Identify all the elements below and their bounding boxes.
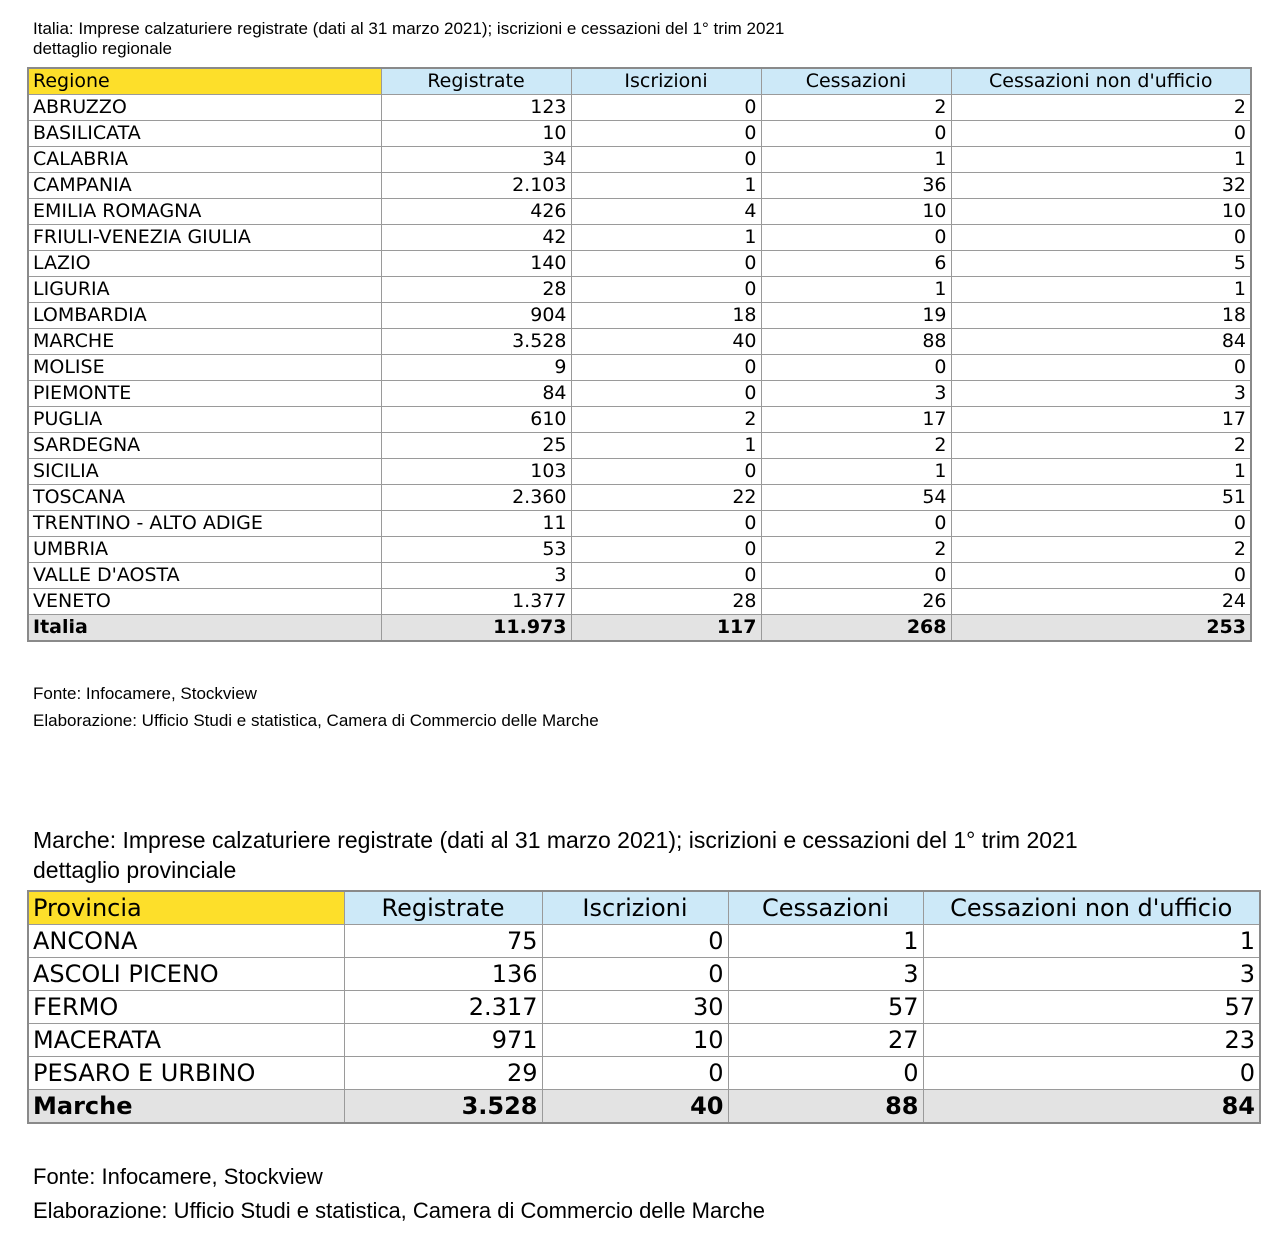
cell-value: 88	[761, 329, 951, 355]
cell-value: 53	[381, 537, 571, 563]
provincial-title: Marche: Imprese calzaturiere registrate (dati al 31 marzo 2021); iscrizioni e cessazioni del 1° trim 2021	[33, 827, 1078, 853]
cell-value: 0	[571, 95, 761, 121]
cell-value: 140	[381, 251, 571, 277]
cell-value: 0	[571, 251, 761, 277]
row-label: TOSCANA	[28, 485, 381, 511]
row-label: PESARO E URBINO	[28, 1057, 344, 1090]
row-label: UMBRIA	[28, 537, 381, 563]
table-row	[28, 925, 1260, 958]
total-row	[28, 1090, 1260, 1124]
table-header-row	[28, 68, 1251, 95]
regional-table	[27, 67, 1252, 642]
cell-value: 0	[951, 355, 1251, 381]
table-row	[28, 537, 1251, 563]
table-row	[28, 277, 1251, 303]
cell-value: 18	[571, 303, 761, 329]
cell-value: 0	[923, 1057, 1260, 1090]
row-label: MARCHE	[28, 329, 381, 355]
cell-value: 1	[571, 433, 761, 459]
regional-footnote	[33, 680, 599, 734]
cell-value: 1	[571, 173, 761, 199]
table-row	[28, 199, 1251, 225]
table-row	[28, 589, 1251, 615]
row-label: PIEMONTE	[28, 381, 381, 407]
cell-value: 0	[571, 537, 761, 563]
cell-value: 9	[381, 355, 571, 381]
cell-value: 3.528	[381, 329, 571, 355]
column-header: Cessazioni	[728, 891, 923, 925]
cell-value: 0	[571, 277, 761, 303]
cell-value: 17	[761, 407, 951, 433]
cell-value: 0	[951, 225, 1251, 251]
cell-value: 3	[761, 381, 951, 407]
cell-value: 19	[761, 303, 951, 329]
cell-value: 3	[951, 381, 1251, 407]
cell-value: 22	[571, 485, 761, 511]
cell-value: 1	[571, 225, 761, 251]
row-label: ABRUZZO	[28, 95, 381, 121]
cell-value: 1	[761, 147, 951, 173]
column-header: Registrate	[344, 891, 542, 925]
table-row	[28, 958, 1260, 991]
cell-value: 0	[571, 381, 761, 407]
cell-value: 32	[951, 173, 1251, 199]
cell-value: 57	[923, 991, 1260, 1024]
cell-value: 84	[381, 381, 571, 407]
table-row	[28, 407, 1251, 433]
cell-value: 904	[381, 303, 571, 329]
cell-value: 10	[542, 1024, 728, 1057]
cell-value: 4	[571, 199, 761, 225]
table-row	[28, 355, 1251, 381]
total-value: 40	[542, 1090, 728, 1124]
row-label: SARDEGNA	[28, 433, 381, 459]
row-label: ASCOLI PICENO	[28, 958, 344, 991]
cell-value: 27	[728, 1024, 923, 1057]
table-row	[28, 1024, 1260, 1057]
row-label: FRIULI-VENEZIA GIULIA	[28, 225, 381, 251]
cell-value: 1	[761, 459, 951, 485]
cell-value: 2	[761, 433, 951, 459]
cell-value: 0	[571, 121, 761, 147]
table-row	[28, 563, 1251, 589]
cell-value: 6	[761, 251, 951, 277]
cell-value: 3	[923, 958, 1260, 991]
cell-value: 26	[761, 589, 951, 615]
total-value: 253	[951, 615, 1251, 642]
cell-value: 2	[951, 537, 1251, 563]
regional-title: Italia: Imprese calzaturiere registrate (dati al 31 marzo 2021); iscrizioni e cessazioni del 1° trim 2021	[33, 19, 785, 38]
cell-value: 54	[761, 485, 951, 511]
cell-value: 5	[951, 251, 1251, 277]
cell-value: 0	[571, 459, 761, 485]
row-label: BASILICATA	[28, 121, 381, 147]
cell-value: 0	[761, 121, 951, 147]
cell-value: 0	[542, 925, 728, 958]
cell-value: 426	[381, 199, 571, 225]
total-value: 3.528	[344, 1090, 542, 1124]
cell-value: 610	[381, 407, 571, 433]
cell-value: 10	[381, 121, 571, 147]
total-label: Italia	[28, 615, 381, 642]
total-value: 268	[761, 615, 951, 642]
cell-value: 10	[761, 199, 951, 225]
column-header: Regione	[28, 68, 381, 95]
column-header: Cessazioni	[761, 68, 951, 95]
table-row	[28, 433, 1251, 459]
row-label: PUGLIA	[28, 407, 381, 433]
table-row	[28, 1057, 1260, 1090]
cell-value: 2.360	[381, 485, 571, 511]
cell-value: 2	[951, 95, 1251, 121]
table-row	[28, 173, 1251, 199]
cell-value: 103	[381, 459, 571, 485]
cell-value: 1	[728, 925, 923, 958]
row-label: FERMO	[28, 991, 344, 1024]
cell-value: 1	[761, 277, 951, 303]
cell-value: 11	[381, 511, 571, 537]
total-row	[28, 615, 1251, 642]
table-row	[28, 511, 1251, 537]
total-value: 88	[728, 1090, 923, 1124]
column-header: Cessazioni non d'ufficio	[923, 891, 1260, 925]
row-label: LAZIO	[28, 251, 381, 277]
column-header: Registrate	[381, 68, 571, 95]
regional-source: Fonte: Infocamere, Stockview	[33, 684, 257, 703]
cell-value: 0	[571, 147, 761, 173]
cell-value: 0	[728, 1057, 923, 1090]
cell-value: 34	[381, 147, 571, 173]
row-label: LIGURIA	[28, 277, 381, 303]
cell-value: 0	[951, 563, 1251, 589]
cell-value: 17	[951, 407, 1251, 433]
cell-value: 1.377	[381, 589, 571, 615]
cell-value: 28	[381, 277, 571, 303]
cell-value: 2	[571, 407, 761, 433]
cell-value: 2.103	[381, 173, 571, 199]
table-row	[28, 303, 1251, 329]
cell-value: 84	[951, 329, 1251, 355]
row-label: CALABRIA	[28, 147, 381, 173]
provincial-caption	[33, 826, 1078, 886]
cell-value: 971	[344, 1024, 542, 1057]
table-row	[28, 459, 1251, 485]
cell-value: 23	[923, 1024, 1260, 1057]
cell-value: 0	[951, 121, 1251, 147]
cell-value: 30	[542, 991, 728, 1024]
row-label: CAMPANIA	[28, 173, 381, 199]
cell-value: 0	[571, 511, 761, 537]
total-value: 117	[571, 615, 761, 642]
cell-value: 0	[761, 563, 951, 589]
cell-value: 2	[761, 537, 951, 563]
cell-value: 0	[761, 225, 951, 251]
cell-value: 2	[951, 433, 1251, 459]
column-header: Provincia	[28, 891, 344, 925]
cell-value: 57	[728, 991, 923, 1024]
cell-value: 3	[381, 563, 571, 589]
cell-value: 25	[381, 433, 571, 459]
cell-value: 1	[951, 147, 1251, 173]
column-header: Iscrizioni	[571, 68, 761, 95]
cell-value: 51	[951, 485, 1251, 511]
row-label: VENETO	[28, 589, 381, 615]
cell-value: 0	[761, 355, 951, 381]
provincial-subtitle: dettaglio provinciale	[33, 856, 237, 883]
cell-value: 136	[344, 958, 542, 991]
cell-value: 0	[951, 511, 1251, 537]
table-row	[28, 95, 1251, 121]
column-header: Iscrizioni	[542, 891, 728, 925]
cell-value: 1	[951, 277, 1251, 303]
cell-value: 1	[923, 925, 1260, 958]
provincial-source: Fonte: Infocamere, Stockview	[33, 1164, 323, 1189]
total-value: 11.973	[381, 615, 571, 642]
total-label: Marche	[28, 1090, 344, 1124]
cell-value: 42	[381, 225, 571, 251]
cell-value: 2.317	[344, 991, 542, 1024]
cell-value: 2	[761, 95, 951, 121]
table-row	[28, 121, 1251, 147]
cell-value: 75	[344, 925, 542, 958]
table-row	[28, 485, 1251, 511]
total-value: 84	[923, 1090, 1260, 1124]
cell-value: 28	[571, 589, 761, 615]
cell-value: 1	[951, 459, 1251, 485]
cell-value: 36	[761, 173, 951, 199]
row-label: MACERATA	[28, 1024, 344, 1057]
cell-value: 18	[951, 303, 1251, 329]
cell-value: 0	[542, 958, 728, 991]
table-row	[28, 329, 1251, 355]
column-header: Cessazioni non d'ufficio	[951, 68, 1251, 95]
row-label: VALLE D'AOSTA	[28, 563, 381, 589]
table-row	[28, 251, 1251, 277]
row-label: MOLISE	[28, 355, 381, 381]
regional-subtitle: dettaglio regionale	[33, 38, 172, 58]
cell-value: 29	[344, 1057, 542, 1090]
provincial-footnote	[33, 1160, 765, 1228]
table-row	[28, 147, 1251, 173]
table-row	[28, 381, 1251, 407]
cell-value: 0	[571, 563, 761, 589]
provincial-elaboration: Elaborazione: Ufficio Studi e statistica, Camera di Commercio delle Marche	[33, 1198, 766, 1223]
cell-value: 3	[728, 958, 923, 991]
row-label: ANCONA	[28, 925, 344, 958]
regional-caption	[33, 19, 784, 58]
row-label: SICILIA	[28, 459, 381, 485]
table-header-row	[28, 891, 1260, 925]
regional-elaboration: Elaborazione: Ufficio Studi e statistica, Camera di Commercio delle Marche	[33, 711, 599, 730]
cell-value: 0	[761, 511, 951, 537]
cell-value: 123	[381, 95, 571, 121]
cell-value: 10	[951, 199, 1251, 225]
provincial-table	[27, 890, 1261, 1124]
row-label: TRENTINO - ALTO ADIGE	[28, 511, 381, 537]
row-label: EMILIA ROMAGNA	[28, 199, 381, 225]
cell-value: 0	[571, 355, 761, 381]
table-row	[28, 991, 1260, 1024]
cell-value: 40	[571, 329, 761, 355]
cell-value: 24	[951, 589, 1251, 615]
cell-value: 0	[542, 1057, 728, 1090]
row-label: LOMBARDIA	[28, 303, 381, 329]
table-row	[28, 225, 1251, 251]
